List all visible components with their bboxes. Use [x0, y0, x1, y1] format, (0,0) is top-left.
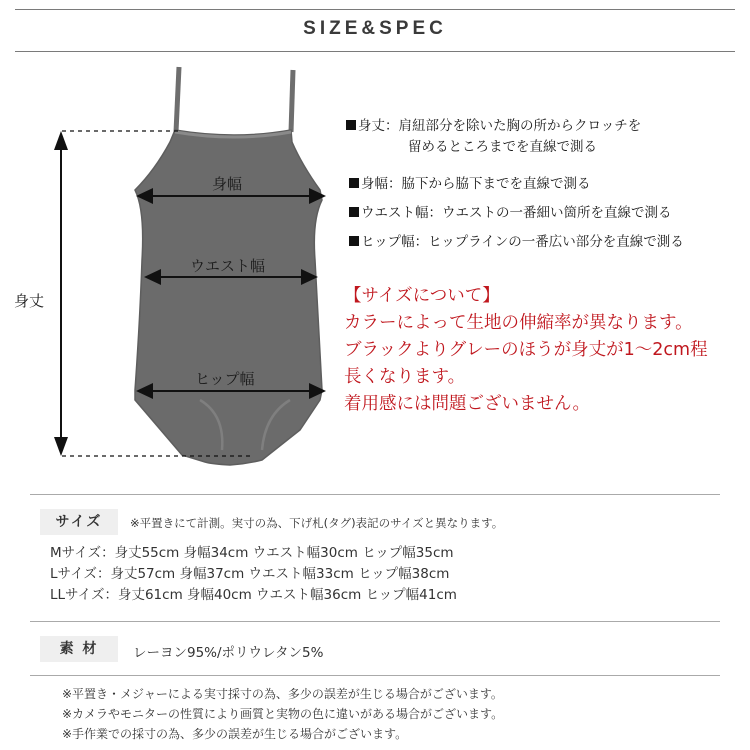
label-body-width: 身幅 [212, 175, 243, 193]
label-hip-width: ヒップ幅 [195, 370, 255, 388]
size-measure-note: ※平置きにて計測。実寸の為、下げ札(タグ)表記のサイズと異なります。 [130, 516, 504, 530]
size-note-heading: 【サイズについて】 [344, 286, 500, 306]
footnote: ※平置き・メジャーによる実寸採寸の為、多少の誤差が生じる場合がございます。 [62, 687, 503, 701]
footnote: ※手作業での採寸の為、多少の誤差が生じる場合がございます。 [62, 727, 408, 741]
size-note-line: カラーによって生地の伸縮率が異なります。 [344, 313, 693, 333]
bullet-square-icon [349, 178, 359, 188]
size-label: サイズ [40, 509, 118, 535]
material-divider [30, 621, 720, 622]
footnote-divider [30, 675, 720, 676]
bullet-square-icon [346, 120, 356, 130]
definition-hip-width: ヒップ幅：ヒップラインの一番広い部分を直線で測る [349, 230, 684, 250]
material-value: レーヨン95%/ポリウレタン5% [133, 645, 324, 661]
size-table [50, 543, 457, 606]
definition-body-width: 身幅：脇下から脇下までを直線で測る [349, 172, 591, 192]
footnote: ※カメラやモニターの性質により画質と実物の色に違いがある場合がございます。 [62, 707, 504, 721]
bullet-square-icon [349, 236, 359, 246]
title-divider [15, 51, 735, 52]
garment-diagram [0, 60, 340, 480]
bodysuit-illustration [0, 60, 340, 480]
label-body-length: 身丈 [14, 292, 45, 310]
definition-body-length: 身丈：肩紐部分を除いた胸の所からクロッチを [346, 114, 641, 134]
material-label: 素 材 [40, 636, 118, 662]
size-note-line: 長くなります。 [344, 367, 466, 387]
size-note [344, 283, 708, 418]
size-row-m: Mサイズ：身丈55cm 身幅34cm ウエスト幅30cm ヒップ幅35cm [50, 545, 454, 561]
top-divider [15, 9, 735, 10]
size-row-ll: LLサイズ：身丈61cm 身幅40cm ウエスト幅36cm ヒップ幅41cm [50, 587, 457, 603]
size-row-l: Lサイズ：身丈57cm 身幅37cm ウエスト幅33cm ヒップ幅38cm [50, 566, 450, 582]
spec-divider [30, 494, 720, 495]
footnotes [62, 684, 503, 744]
definition-body-length-cont: 留めるところまでを直線で測る [408, 139, 597, 155]
bullet-square-icon [349, 207, 359, 217]
label-waist-width: ウエスト幅 [190, 257, 266, 275]
size-note-line: 着用感には問題ございません。 [344, 394, 591, 414]
page-title: SIZE&SPEC [303, 18, 447, 39]
definition-waist-width: ウエスト幅：ウエストの一番細い箇所を直線で測る [349, 201, 672, 221]
size-note-line: ブラックよりグレーのほうが身丈が1〜2cm程 [344, 340, 708, 360]
